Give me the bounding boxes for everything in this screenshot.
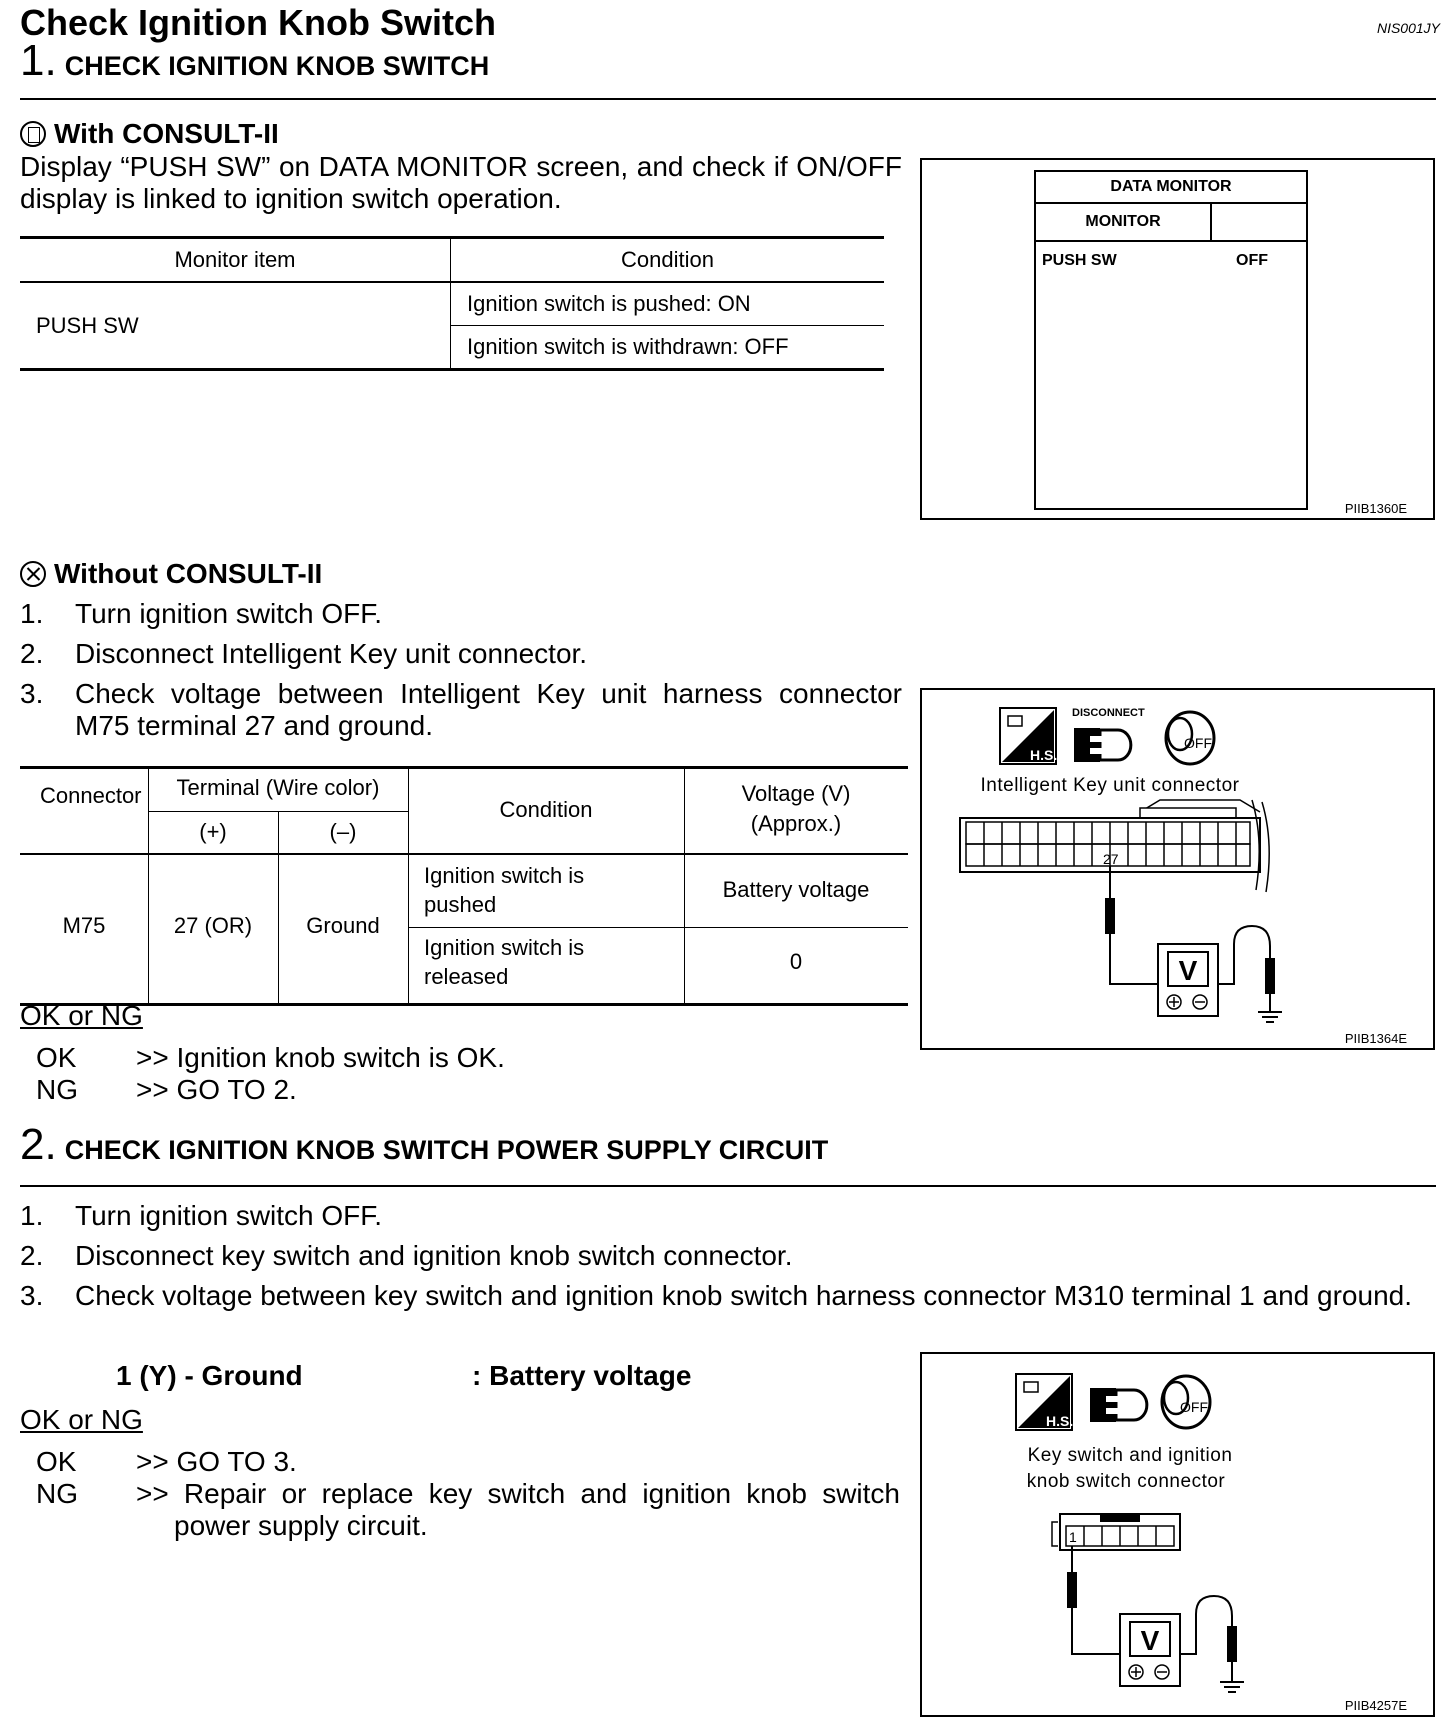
- connector-diagram: [922, 690, 1432, 1047]
- list-text: Check voltage between Intelligent Key unit harness connector M75 terminal 27 and ground.: [75, 678, 902, 741]
- ok-label: OK: [36, 1446, 77, 1477]
- harness-side-icon: [1016, 1374, 1073, 1430]
- step-1-ok-ng: [20, 1000, 900, 1110]
- step-2-title: CHECK IGNITION KNOB SWITCH POWER SUPPLY CIRCUIT: [64, 1135, 829, 1165]
- cell-plus: 27 (OR): [173, 913, 253, 938]
- list-text: Check voltage between key switch and ignition knob switch harness connector M310 terminal 1 and ground.: [75, 1280, 1412, 1311]
- ok-ng-title: OK or NG: [20, 1000, 143, 1031]
- without-consult-label: Without CONSULT-II: [54, 558, 323, 589]
- ignition-off-icon: [1162, 1376, 1210, 1428]
- list-text: Turn ignition switch OFF.: [75, 1200, 383, 1231]
- hs-label: H.S.: [1030, 747, 1058, 763]
- connector-caption: Intelligent Key unit connector: [980, 775, 1240, 796]
- step-2-instructions: [20, 1200, 1436, 1350]
- cell-voltage: Battery voltage: [722, 877, 870, 902]
- ng-result: >> GO TO 2.: [136, 1074, 297, 1105]
- condition-cell: Ignition switch is withdrawn: OFF: [451, 326, 885, 370]
- voltmeter-circuit: [1067, 1546, 1244, 1692]
- list-number: 2.: [20, 1240, 44, 1271]
- ng-label: NG: [36, 1478, 78, 1509]
- document-code: NIS001JY: [1376, 20, 1440, 36]
- monitor-item: PUSH SW: [1042, 252, 1117, 269]
- header-connector: Connector: [40, 783, 142, 808]
- list-text: Disconnect key switch and ignition knob switch connector.: [75, 1240, 793, 1271]
- terminal-label: 1: [1069, 1529, 1077, 1545]
- divider: [20, 98, 1436, 100]
- ignition-off-icon: [1166, 712, 1214, 764]
- list-number: 3.: [20, 678, 44, 709]
- step-2-ok-ng: [20, 1404, 900, 1554]
- ok-result: >> GO TO 3.: [136, 1446, 297, 1477]
- ok-label: OK: [36, 1042, 77, 1073]
- without-consult-heading: [20, 558, 322, 590]
- header-plus: (+): [199, 819, 227, 844]
- key-switch-connector-figure: [920, 1352, 1435, 1717]
- ok-ng-title: OK or NG: [20, 1404, 143, 1435]
- ng-label: NG: [36, 1074, 78, 1105]
- condition-cell: Ignition switch is pushed: ON: [451, 282, 885, 326]
- data-monitor-title: DATA MONITOR: [1036, 172, 1306, 204]
- page-title: Check Ignition Knob Switch: [20, 2, 496, 43]
- data-monitor-header: [1036, 204, 1306, 242]
- header-monitor-item: Monitor item: [20, 238, 451, 283]
- ok-result: >> Ignition knob switch is OK.: [136, 1042, 505, 1073]
- harness-side-icon: [1000, 708, 1057, 764]
- with-consult-text: Display “PUSH SW” on DATA MONITOR screen, and check if ON/OFF display is linked to ignition switch operation.: [20, 151, 902, 214]
- monitor-value: OFF: [1236, 252, 1268, 269]
- hs-label: H.S.: [1046, 1413, 1074, 1429]
- connector-caption-line2: knob switch connector: [1026, 1471, 1226, 1492]
- list-text: Turn ignition switch OFF.: [75, 598, 383, 629]
- with-consult-heading: [20, 118, 279, 150]
- monitor-item-cell: PUSH SW: [20, 282, 451, 370]
- list-text: Disconnect Intelligent Key unit connector.: [75, 638, 588, 669]
- with-consult-label: With CONSULT-II: [54, 118, 279, 149]
- spec-value: : Battery voltage: [472, 1360, 692, 1391]
- terminal-label: 27: [1103, 851, 1119, 867]
- monitor-column-header: MONITOR: [1036, 204, 1212, 240]
- key-switch-diagram: [922, 1354, 1432, 1714]
- data-monitor-screen: [1034, 170, 1308, 510]
- monitor-table: [20, 236, 884, 371]
- step-2-number: 2.: [20, 1120, 57, 1169]
- step-1-title: CHECK IGNITION KNOB SWITCH: [64, 51, 490, 81]
- figure-code: PIIB1364E: [1344, 1031, 1407, 1046]
- header-condition: Condition: [621, 247, 714, 272]
- list-number: 1.: [20, 598, 44, 629]
- step-1-number: 1.: [20, 36, 57, 85]
- off-label: OFF: [1180, 1399, 1208, 1415]
- disconnect-icon: [1074, 728, 1131, 762]
- intelligent-key-connector-figure: [920, 688, 1435, 1050]
- step-2-heading: [20, 1120, 828, 1170]
- intelligent-key-connector: [960, 800, 1269, 892]
- no-consult-icon: [20, 561, 46, 587]
- cell-voltage: 0: [789, 949, 803, 974]
- cell-connector: M75: [62, 913, 106, 938]
- cell-condition: Ignition switch is released: [424, 935, 585, 989]
- spec-terminal: 1 (Y) - Ground: [116, 1360, 303, 1391]
- data-monitor-figure: [920, 158, 1435, 520]
- cell-condition: Ignition switch is pushed: [424, 863, 585, 917]
- connector-caption-line1: Key switch and ignition: [1027, 1445, 1233, 1466]
- voltmeter-label: V: [1178, 955, 1198, 986]
- figure-code: PIIB1360E: [1344, 501, 1407, 516]
- cell-minus: Ground: [306, 913, 380, 938]
- header-minus: (–): [329, 819, 357, 844]
- off-label: OFF: [1184, 735, 1212, 751]
- list-number: 3.: [20, 1280, 44, 1311]
- voltmeter-label: V: [1140, 1625, 1160, 1656]
- key-switch-connector: [1052, 1514, 1180, 1550]
- step-1-instructions: [20, 598, 902, 748]
- step-1-heading: [20, 36, 489, 86]
- consult-icon: [20, 121, 46, 147]
- disconnect-label: DISCONNECT: [1072, 707, 1145, 719]
- figure-code: PIIB4257E: [1344, 1698, 1407, 1713]
- header-condition: Condition: [499, 797, 593, 822]
- header-approx: (Approx.): [750, 811, 842, 836]
- voltage-table: [20, 766, 908, 1006]
- disconnect-icon: [1090, 1388, 1147, 1422]
- divider: [20, 1185, 1436, 1187]
- list-number: 2.: [20, 638, 44, 669]
- ng-result: >> Repair or replace key switch and ignition knob switch power supply circuit.: [136, 1478, 900, 1541]
- header-terminal: Terminal (Wire color): [176, 775, 380, 800]
- list-number: 1.: [20, 1200, 44, 1231]
- header-voltage: Voltage (V): [741, 781, 851, 806]
